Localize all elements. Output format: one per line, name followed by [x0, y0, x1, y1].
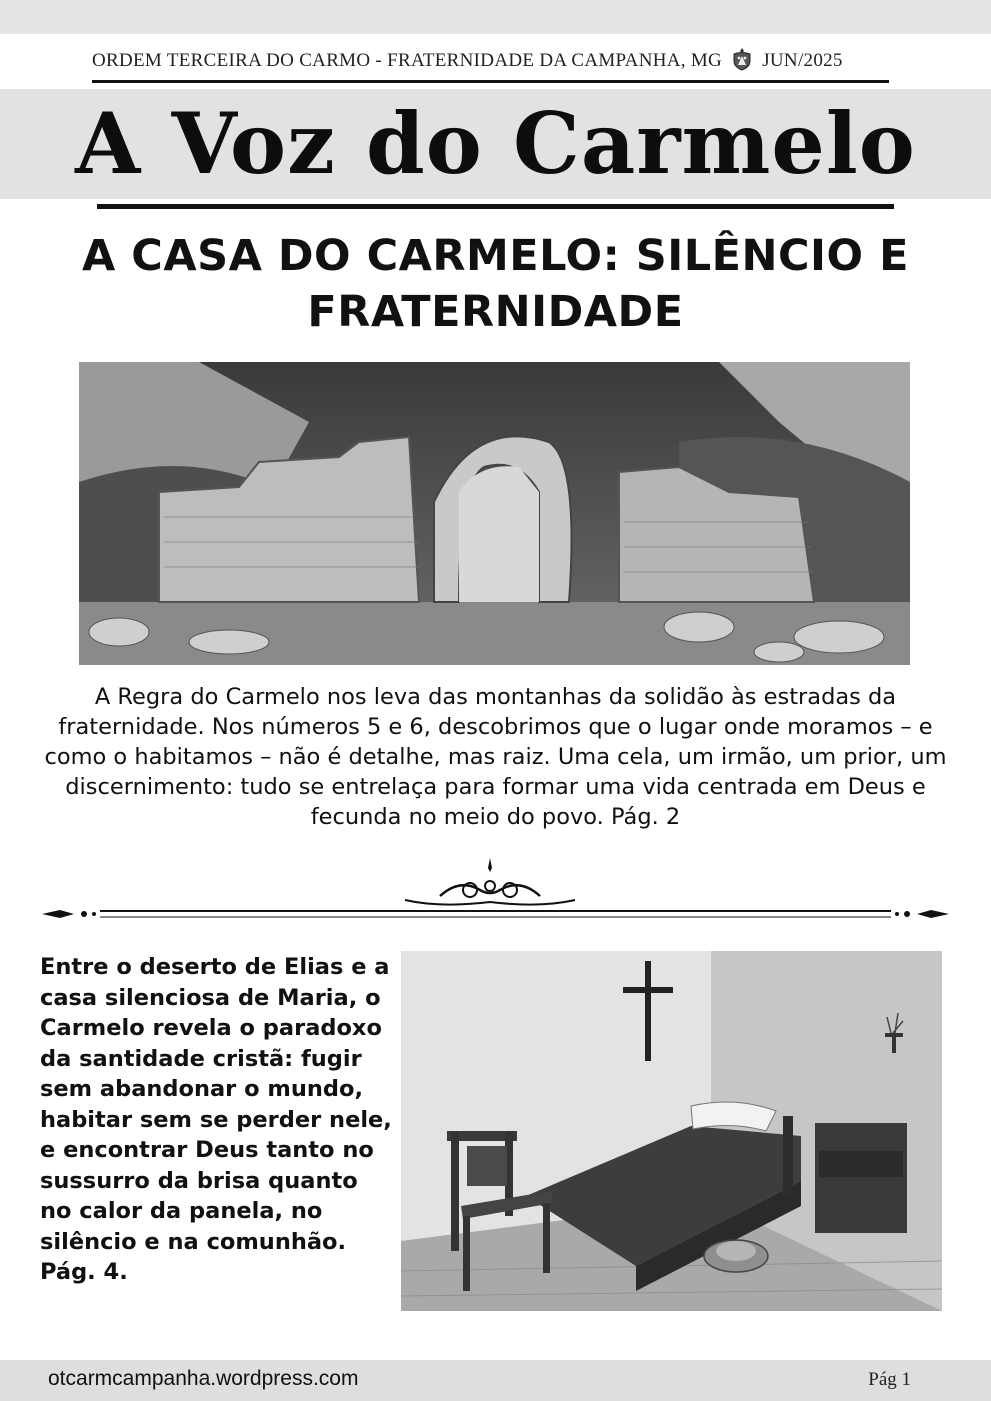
- monastic-cell-photo: [401, 951, 942, 1311]
- header-rule-bottom: [97, 204, 894, 209]
- masthead-title: A Voz do Carmelo: [75, 94, 916, 193]
- kicker-organization: ORDEM TERCEIRA DO CARMO - FRATERNIDADE DA CAMPANHA, MG: [92, 50, 723, 71]
- footer-page-number: Pág 1: [868, 1369, 911, 1390]
- top-gray-band: [0, 0, 991, 34]
- headline: A CASA DO CARMELO: SILÊNCIO E FRATERNIDADE: [82, 231, 909, 337]
- kicker-date: JUN/2025: [762, 50, 843, 71]
- side-article-text: Entre o deserto de Elias e a casa silenciosa de Maria, o Carmelo revela o paradoxo da santidade cristã: fugir sem abandonar o mundo, habitar sem se perder nele, e encontrar Deus tanto no sussurro da brisa quanto no calor da panela, no silêncio e na comunhão. Pág. 4.: [40, 954, 392, 1285]
- ruined-stone-arch-photo: [79, 362, 910, 665]
- header-rule-top: [92, 80, 889, 83]
- carmelite-crest-icon: [731, 47, 753, 71]
- header-kicker: [92, 47, 892, 77]
- footer-website-link[interactable]: otcarmcampanha.wordpress.com: [48, 1367, 359, 1390]
- flourish-divider-icon: [40, 856, 951, 926]
- lede-paragraph: A Regra do Carmelo nos leva das montanhas da solidão às estradas da fraternidade. Nos números 5 e 6, descobrimos que o lugar onde moramos – e como o habitamos – não é detalhe, mas raiz. Uma cela, um irmão, um prior, um discernimento: tudo se entrelaça para formar uma vida centrada em Deus e fecunda no meio do povo. Pág. 2: [44, 684, 947, 830]
